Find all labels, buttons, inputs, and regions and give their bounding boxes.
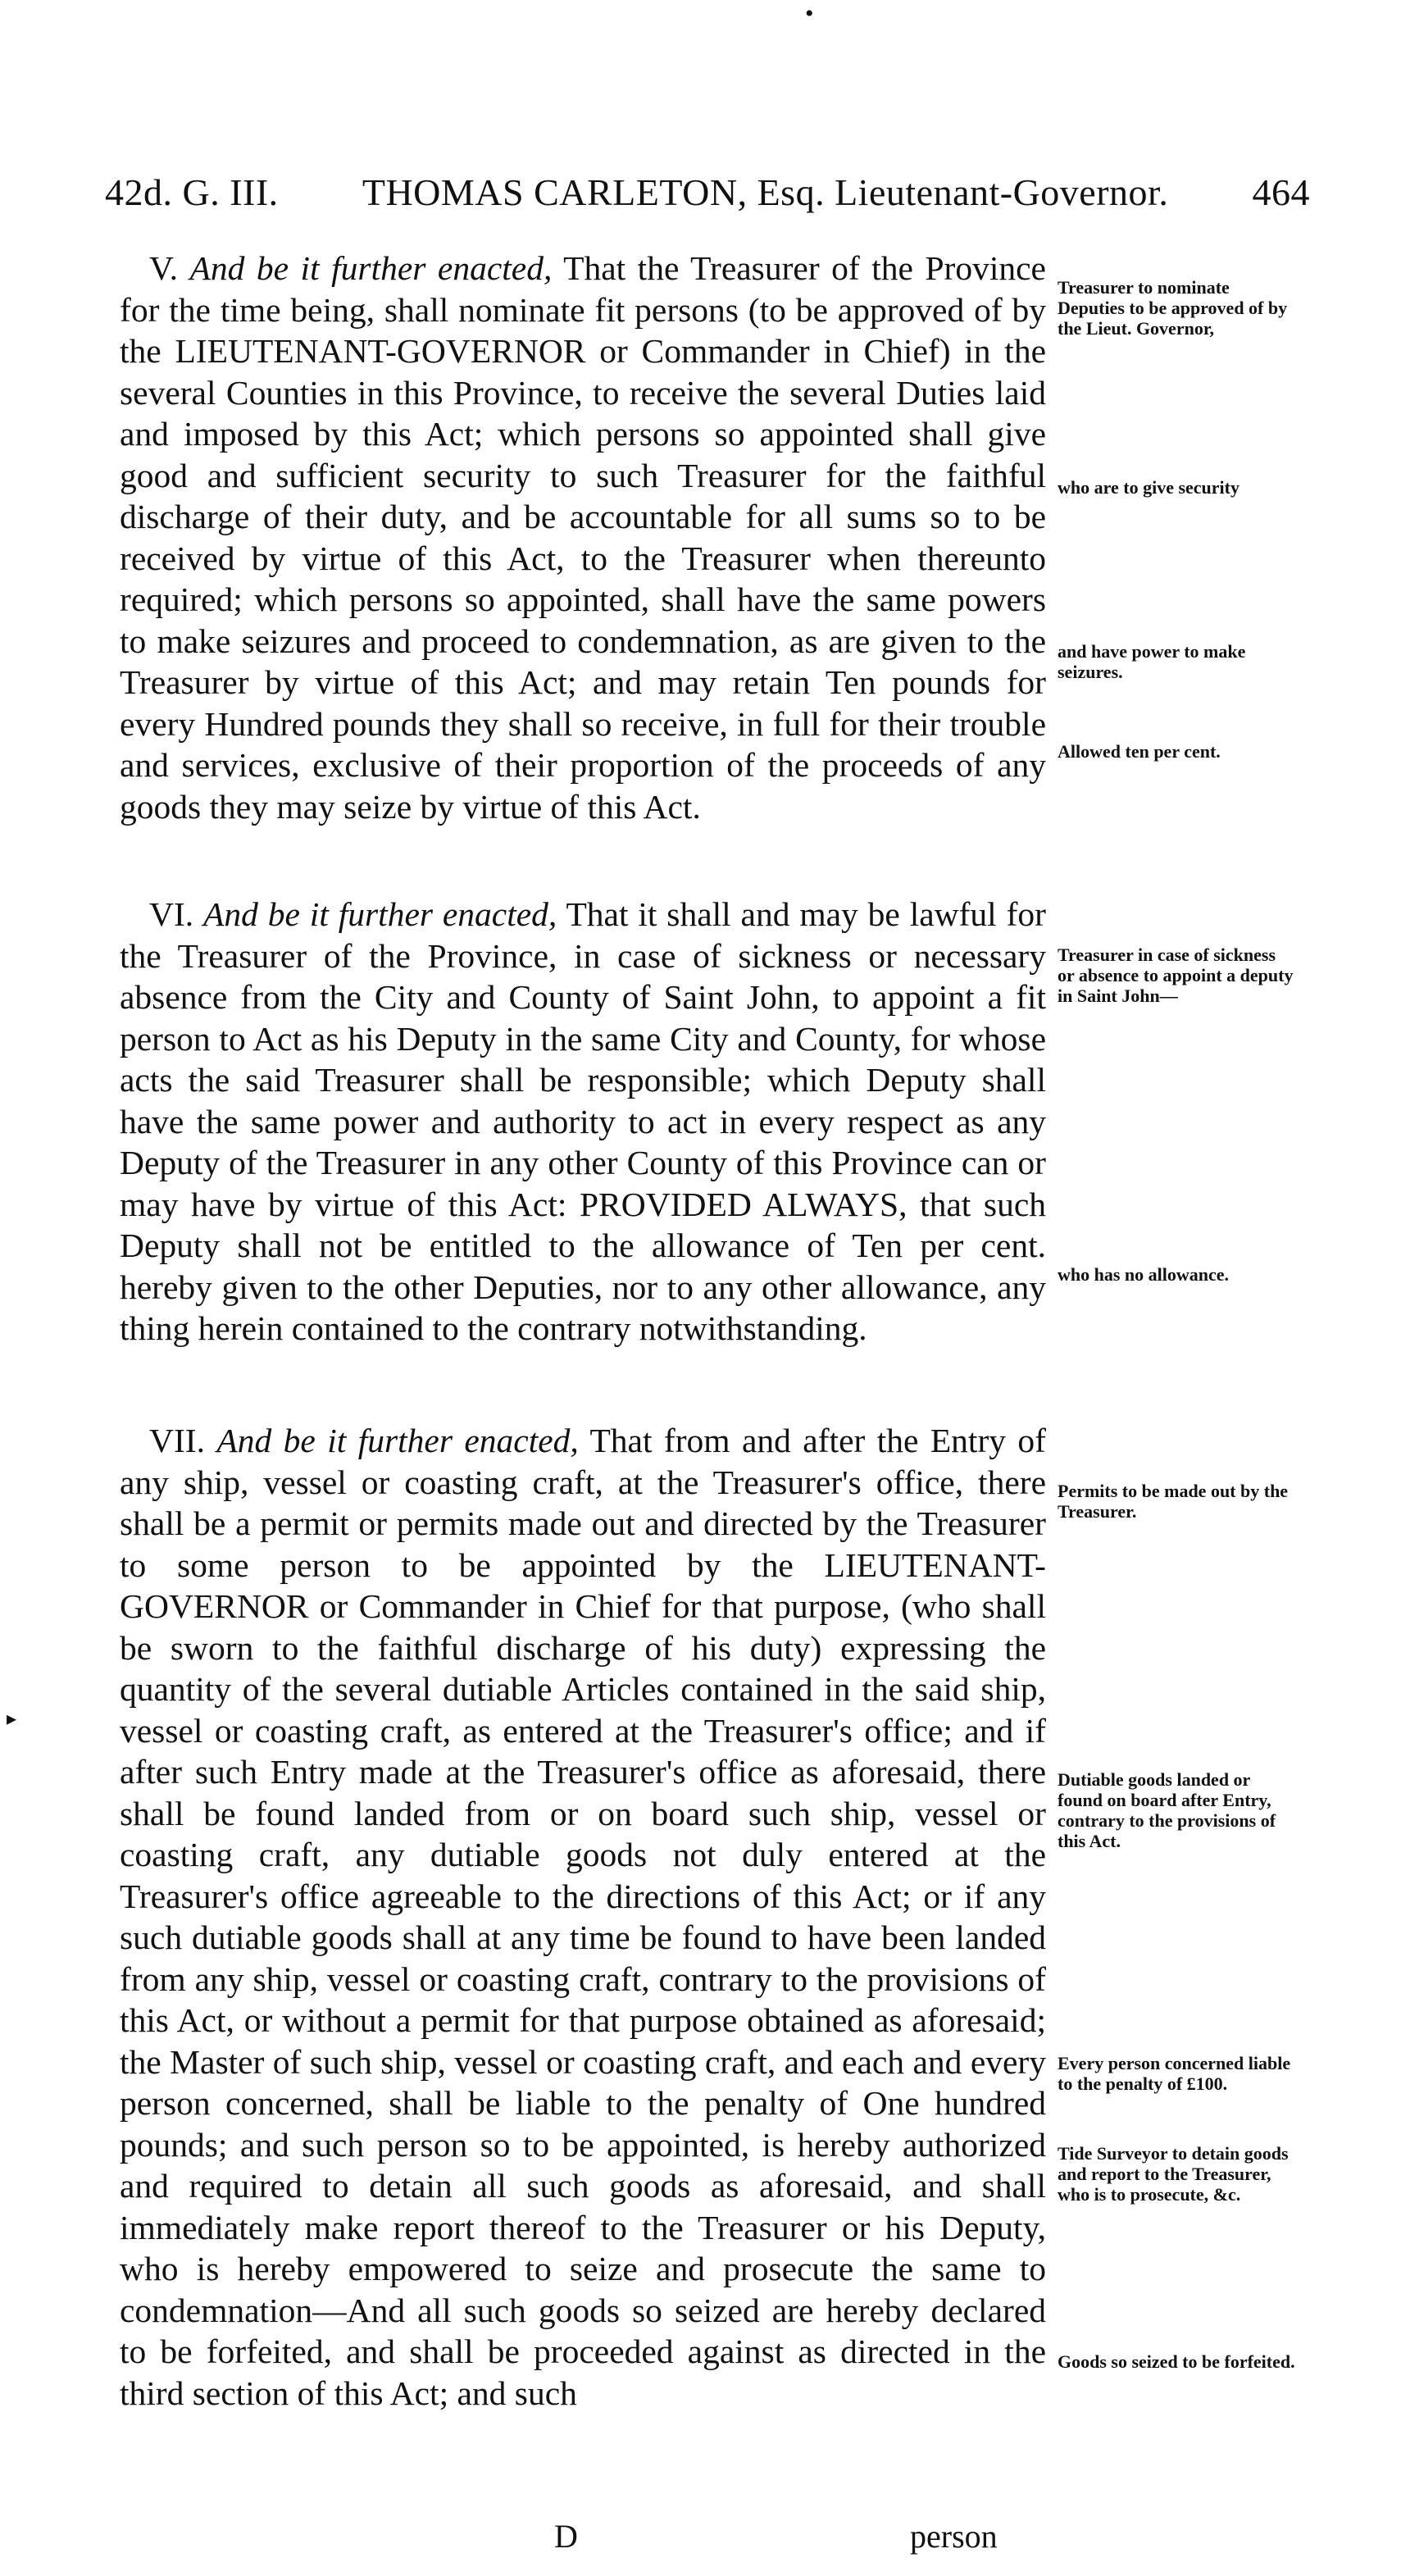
margin-note-tide-surveyor: Tide Surveyor to detain goods and report to the Treasurer, who is to prosecute, &c. <box>1058 2143 1289 2205</box>
enacting-clause: And be it further enacted, <box>216 1422 579 1459</box>
margin-note-permits: Permits to be made out by the Treasurer. <box>1058 1481 1289 1522</box>
margin-note-seizures: and have power to make seizures. <box>1058 641 1246 682</box>
section-v <box>120 248 1046 827</box>
stray-dot: • <box>805 0 814 27</box>
regnal-year: 42d. G. III. <box>105 171 279 213</box>
margin-pointer-mark: ▸ <box>7 1709 17 1730</box>
margin-note-no-allowance: who has no allowance. <box>1058 1264 1230 1285</box>
margin-note-allowance: Allowed ten per cent. <box>1058 741 1221 762</box>
signature-mark: D <box>554 2518 578 2555</box>
section-text: That the Treasurer of the Province for the time being, shall nominate fit persons (to be approved of by the LIEUTENANT-GOVERNOR or Commander in Chief) in the several Counties in this Province, to receive the several Duties laid and imposed by this Act; which persons so appointed shall give good and sufficient security to such Treasurer for the faithful discharge of their duty, and be accountable for all sums so to be received by virtue of this Act, to the Treasurer when thereunto required; which persons so appointed, shall have the same powers to make seizures and proceed to condemnation, as are given to the Treasurer by virtue of this Act; and may retain Ten pounds for every Hundred pounds they shall so receive, in full for their trouble and services, exclusive of their proportion of the proceeds of any goods they may seize by virtue of this Act. <box>120 249 1046 826</box>
section-vi <box>120 894 1046 1349</box>
section-text: That from and after the Entry of any ship, vessel or coasting craft, at the Treasurer's office, there shall be a permit or permits made out and directed by the Treasurer to some person to be appointed by the LIEUTENANT-GOVERNOR or Commander in Chief for that purpose, (who shall be sworn to the faithful discharge of his duty) expressing the quantity of the several dutiable Articles contained in the said ship, vessel or coasting craft, as entered at the Treasurer's office; and if after such Entry made at the Treasurer's office as aforesaid, there shall be found landed from or on board such ship, vessel or coasting craft, any dutiable goods not duly entered at the Treasurer's office agreeable to the directions of this Act; or if any such dutiable goods shall at any time be found to have been landed from any ship, vessel or coasting craft, contrary to the provisions of this Act, or without a permit for that purpose obtained as aforesaid; the Master of such ship, vessel or coasting craft, and each and every person concerned, shall be liable to the penalty of One hundred pounds; and such person so to be appointed, is hereby authorized and required to detain all such goods as aforesaid, and shall immediately make report thereof to the Treasurer or his Deputy, who is hereby empowered to seize and prosecute the same to condemnation—And all such goods so seized are hereby declared to be forfeited, and shall be proceeded against as directed in the third section of this Act; and such <box>120 1422 1046 2412</box>
margin-note-security: who are to give security <box>1058 477 1240 498</box>
page-number: 464 <box>1252 171 1310 213</box>
margin-note-penalty: Every person concerned liable to the penalty of £100. <box>1058 2053 1291 2094</box>
section-numeral: V. <box>149 249 178 287</box>
running-header <box>105 171 1310 214</box>
margin-note-deputy-saint-john: Treasurer in case of sickness or absence to appoint a deputy in Saint John— <box>1058 944 1294 1006</box>
margin-note-dutiable-goods: Dutiable goods landed or found on board after Entry, contrary to the provisions of this Act. <box>1058 1769 1276 1851</box>
header-title: THOMAS CARLETON, Esq. Lieutenant-Governor. <box>362 171 1169 213</box>
section-text: That it shall and may be lawful for the Treasurer of the Province, in case of sickness or necessary absence from the City and County of Saint John, to appoint a fit person to Act as his Deputy in the same City and County, for whose acts the said Treasurer shall be responsible; which Deputy shall have the same power and authority to act in every respect as any Deputy of the Treasurer in any other County of this Province can or may have by virtue of this Act: PROVIDED ALWAYS, that such Deputy shall not be entitled to the allowance of Ten per cent. hereby given to the other Deputies, nor to any other allowance, any thing herein contained to the contrary notwithstanding. <box>120 895 1046 1347</box>
section-numeral: VII. <box>149 1422 205 1459</box>
margin-note-forfeited: Goods so seized to be forfeited. <box>1058 2351 1295 2372</box>
section-vii <box>120 1420 1046 2414</box>
enacting-clause: And be it further enacted, <box>203 895 557 933</box>
enacting-clause: And be it further enacted, <box>189 249 553 287</box>
catchword: person <box>910 2518 998 2555</box>
section-numeral: VI. <box>149 895 194 933</box>
margin-note-nominate-deputies: Treasurer to nominate Deputies to be approved of by the Lieut. Governor, <box>1058 277 1288 339</box>
